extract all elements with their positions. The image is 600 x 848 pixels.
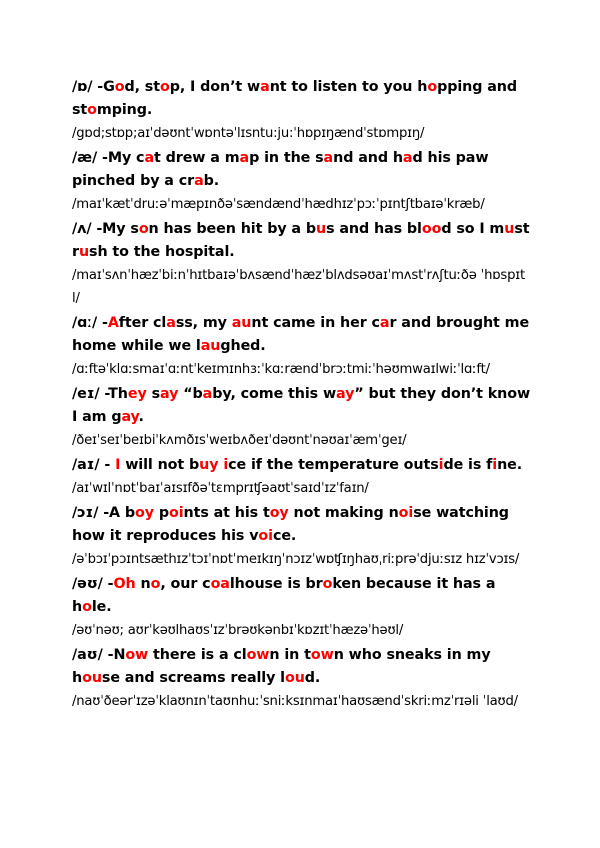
- sentence-text: ne.: [497, 457, 523, 473]
- vowel-entry: [72, 147, 532, 216]
- ipa-transcription: /maɪˈsʌnˈhæzˈbiːnˈhɪtbaɪəˈbʌsændˈhæzˈblʌdsəʊaɪˈmʌstˈrʌʃtuːðə ˈhɒspɪtl/: [72, 268, 525, 306]
- sentence-text: s and has bl: [326, 221, 422, 237]
- sentence-text: n who sneaks in my h: [72, 647, 491, 686]
- sentence-text: b.: [203, 173, 220, 189]
- highlighted-vowel: au: [200, 338, 221, 354]
- sentence-text: ghed.: [220, 338, 266, 354]
- sentence-text: se and screams really l: [101, 670, 285, 686]
- ipa-transcription: /əʊˈnəʊ; aʊrˈkəʊlhaʊsˈɪzˈbrəʊkənbɪˈkɒzɪtˈhæzəˈhəʊl/: [72, 623, 404, 638]
- sentence-text: /ɔɪ/ -A b: [72, 505, 136, 521]
- highlighted-vowel: ou: [82, 670, 102, 686]
- sentence-text: ce if the temperature outs: [228, 457, 439, 473]
- example-sentence: [72, 312, 532, 358]
- vowel-entry: [72, 76, 532, 145]
- sentence-text: /aɪ/ -: [72, 457, 116, 473]
- highlighted-vowel: oy: [135, 505, 154, 521]
- sentence-text: /æ/ -My c: [72, 150, 145, 166]
- sentence-text: n: [135, 576, 151, 592]
- example-sentence: [72, 218, 532, 264]
- sentence-text: /ɑː/ -: [72, 315, 108, 331]
- sentence-text: t drew a m: [154, 150, 240, 166]
- example-sentence: [72, 644, 532, 690]
- example-sentence: [72, 454, 532, 477]
- example-sentence: [72, 76, 532, 122]
- highlighted-vowel: o: [150, 576, 161, 592]
- highlighted-vowel: o: [138, 221, 149, 237]
- highlighted-vowel: a: [166, 315, 176, 331]
- sentence-text: /ɒ/ -G: [72, 79, 115, 95]
- sentence-text: n has been hit by a b: [148, 221, 316, 237]
- highlighted-vowel: a: [260, 79, 270, 95]
- sentence-text: ” but they don’t know I am g: [72, 386, 531, 425]
- vowel-entry: [72, 454, 532, 500]
- sentence-text: nt came in her c: [251, 315, 380, 331]
- vowel-entry: [72, 502, 532, 571]
- sentence-text: lhouse is br: [229, 576, 323, 592]
- phonetics-list: [72, 76, 532, 715]
- highlighted-vowel: oo: [421, 221, 442, 237]
- highlighted-vowel: ow: [125, 647, 149, 663]
- highlighted-vowel: i: [223, 457, 229, 473]
- highlighted-vowel: ow: [310, 647, 334, 663]
- sentence-text: d, st: [124, 79, 160, 95]
- sentence-text: nd and h: [333, 150, 403, 166]
- vowel-entry: [72, 644, 532, 713]
- highlighted-vowel: o: [87, 102, 97, 118]
- sentence-text: pping and st: [72, 79, 517, 118]
- sentence-text: le.: [91, 599, 112, 615]
- highlighted-vowel: oi: [258, 528, 273, 544]
- vowel-entry: [72, 218, 532, 310]
- sentence-text: /əʊ/ -: [72, 576, 114, 592]
- sentence-text: , our c: [160, 576, 211, 592]
- sentence-text: will not b: [120, 457, 200, 473]
- highlighted-vowel: a: [239, 150, 250, 166]
- sentence-text: d his paw pinched by a cr: [72, 150, 489, 189]
- sentence-text: ken because it has a h: [72, 576, 496, 615]
- example-sentence: [72, 147, 532, 193]
- highlighted-vowel: o: [322, 576, 333, 592]
- sentence-text: nt to listen to you h: [269, 79, 428, 95]
- highlighted-vowel: au: [231, 315, 252, 331]
- highlighted-vowel: u: [78, 244, 90, 260]
- sentence-text: p, I don’t w: [169, 79, 261, 95]
- sentence-text: by, come this w: [212, 386, 337, 402]
- highlighted-vowel: oi: [398, 505, 414, 521]
- sentence-text: nts at his t: [183, 505, 270, 521]
- sentence-text: n in t: [269, 647, 311, 663]
- highlighted-vowel: ey: [127, 386, 147, 402]
- sentence-text: r and brought me home while we l: [72, 315, 530, 354]
- example-sentence: [72, 573, 532, 619]
- highlighted-vowel: I: [115, 457, 121, 473]
- highlighted-vowel: a: [323, 150, 334, 166]
- sentence-text: d so I m: [441, 221, 505, 237]
- highlighted-vowel: a: [202, 386, 213, 402]
- ipa-transcription: /naʊˈðeərˈɪzəˈklaʊnɪnˈtaʊnhuːˈsniːksɪnmaɪˈhaʊsændˈskriːmzˈrɪəli ˈlaʊd/: [72, 694, 518, 709]
- highlighted-vowel: o: [159, 79, 170, 95]
- sentence-text: sh to the hospital.: [89, 244, 235, 260]
- sentence-text: /eɪ/ -Th: [72, 386, 128, 402]
- sentence-text: ss, my: [175, 315, 232, 331]
- sentence-text: there is a cl: [148, 647, 247, 663]
- highlighted-vowel: ay: [121, 409, 139, 425]
- highlighted-vowel: ay: [160, 386, 179, 402]
- highlighted-vowel: Oh: [113, 576, 136, 592]
- example-sentence: [72, 502, 532, 548]
- highlighted-vowel: a: [144, 150, 154, 166]
- highlighted-vowel: u: [504, 221, 515, 237]
- highlighted-vowel: A: [107, 315, 119, 331]
- highlighted-vowel: ou: [284, 670, 305, 686]
- sentence-text: s: [146, 386, 161, 402]
- sentence-text: de is f: [443, 457, 493, 473]
- highlighted-vowel: ay: [336, 386, 355, 402]
- sentence-text: /aʊ/ -N: [72, 647, 126, 663]
- highlighted-vowel: o: [427, 79, 438, 95]
- sentence-text: mping.: [96, 102, 153, 118]
- highlighted-vowel: a: [402, 150, 413, 166]
- highlighted-vowel: a: [194, 173, 204, 189]
- sentence-text: /ʌ/ -My s: [72, 221, 139, 237]
- highlighted-vowel: oa: [210, 576, 230, 592]
- ipa-transcription: /əˈbɔɪˈpɔɪntsæthɪzˈtɔɪˈnɒtˈmeɪkɪŋˈnɔɪzˈwɒʧɪŋhaʊˌriːprəˈdjuːsɪz hɪzˈvɔɪs/: [72, 552, 520, 567]
- highlighted-vowel: a: [379, 315, 390, 331]
- ipa-transcription: /ðeɪˈseɪˈbeɪbiˈkʌmðɪsˈweɪbʌðeɪˈdəʊntˈnəʊaɪˈæmˈgeɪ/: [72, 433, 407, 448]
- highlighted-vowel: oy: [269, 505, 289, 521]
- highlighted-vowel: i: [492, 457, 498, 473]
- highlighted-vowel: uy: [199, 457, 219, 473]
- vowel-entry: [72, 383, 532, 452]
- ipa-transcription: /aɪˈwɪlˈnɒtˈbaɪˈaɪsɪfðəˈtɛmprɪʧəaʊtˈsaɪdˈɪzˈfaɪn/: [72, 481, 369, 496]
- highlighted-vowel: o: [114, 79, 125, 95]
- sentence-text: st r: [72, 221, 530, 260]
- ipa-transcription: /ɑːftəˈklɑːsmaɪˈɑːntˈkeɪmɪnhɜːˈkɑːrændˈbrɔːtmiːˈhəʊmwaɪlwiːˈlɑːft/: [72, 362, 490, 377]
- highlighted-vowel: i: [438, 457, 444, 473]
- sentence-text: d.: [304, 670, 321, 686]
- sentence-text: se watching how it reproduces his v: [72, 505, 509, 544]
- sentence-text: .: [138, 409, 144, 425]
- sentence-text: ce.: [272, 528, 297, 544]
- sentence-text: p in the s: [249, 150, 324, 166]
- example-sentence: [72, 383, 532, 429]
- highlighted-vowel: ow: [246, 647, 270, 663]
- vowel-entry: [72, 312, 532, 381]
- sentence-text: fter cl: [118, 315, 167, 331]
- sentence-text: p: [153, 505, 169, 521]
- sentence-text: not making n: [288, 505, 399, 521]
- highlighted-vowel: oi: [168, 505, 184, 521]
- vowel-entry: [72, 573, 532, 642]
- highlighted-vowel: o: [82, 599, 92, 615]
- ipa-transcription: /gɒd;stɒp;aɪˈdəʊntˈwɒntəˈlɪsntu:ju:ˈhɒpɪŋændˈstɒmpɪŋ/: [72, 126, 425, 141]
- sentence-text: “b: [178, 386, 203, 402]
- ipa-transcription: /maɪˈkætˈdruːəˈmæpɪnðəˈsændændˈhædhɪzˈpɔːˈpɪntʃtbaɪəˈkræb/: [72, 197, 485, 212]
- highlighted-vowel: u: [315, 221, 327, 237]
